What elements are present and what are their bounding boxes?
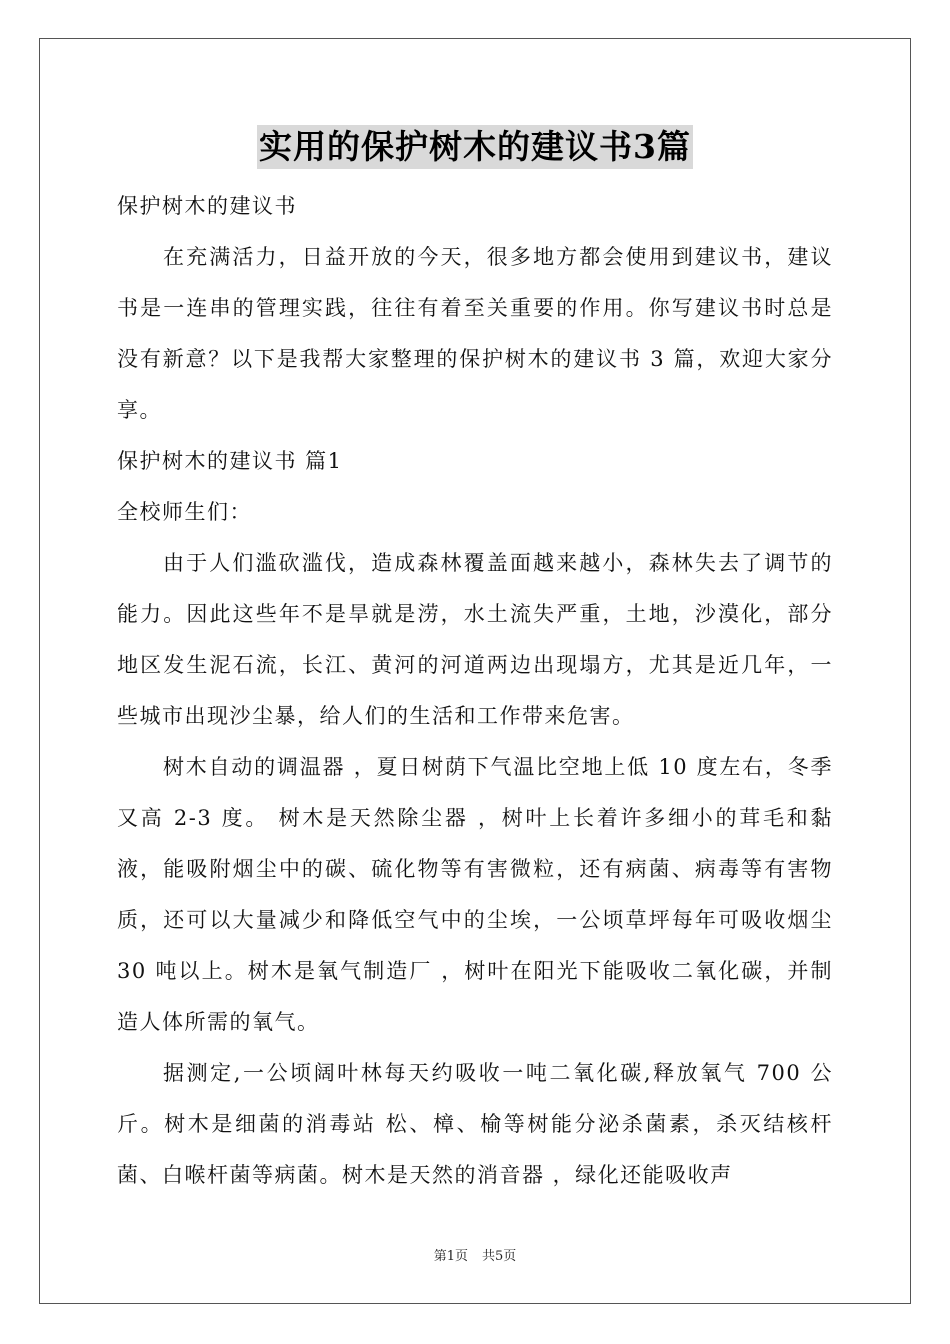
document-body [117,125,833,1201]
body-paragraph: 由于人们滥砍滥伐，造成森林覆盖面越来越小，森林失去了调节的能力。因此这些年不是旱就是涝，水土流失严重，土地，沙漠化，部分地区发生泥石流，长江、黄河的河道两边出现塌方，尤其是近几年，一些城市出现沙尘暴，给人们的生活和工作带来危害。 [117,551,833,728]
body-paragraph: 树木自动的调温器 ，夏日树荫下气温比空地上低 10 度左右，冬季又高 2-3 度。 树木是天然除尘器 ，树叶上长着许多细小的茸毛和黏液，能吸附烟尘中的碳、硫化物等有害微粒，还有病菌、病毒等有害物质，还可以大量减少和降低空气中的尘埃，一公顷草坪每年可吸收烟尘 30 吨以上。树木是氧气制造厂 ，树叶在阳光下能吸收二氧化碳，并制造人体所需的氧气。 [117,755,833,1034]
body-paragraph: 据测定,一公顷阔叶林每天约吸收一吨二氧化碳,释放氧气 700 公斤。树木是细菌的消毒站 松、樟、榆等树能分泌杀菌素，杀灭结核杆菌、白喉杆菌等病菌。树木是天然的消音器 ，绿化还能吸收声 [117,1061,833,1187]
salutation: 全校师生们： [117,500,252,524]
page-total: 共5页 [482,1249,517,1264]
title-wrap [117,125,833,169]
page-number: 第1页 [433,1249,468,1264]
intro-paragraph: 在充满活力，日益开放的今天，很多地方都会使用到建议书，建议书是一连串的管理实践，往往有着至关重要的作用。你写建议书时总是没有新意？以下是我帮大家整理的保护树木的建议书 3 篇，欢迎大家分享。 [117,245,833,422]
subheading: 保护树木的建议书 [117,194,297,218]
document-title: 实用的保护树木的建议书3篇 [257,125,693,169]
page-footer [0,1248,950,1266]
section-heading: 保护树木的建议书 篇1 [117,449,343,473]
